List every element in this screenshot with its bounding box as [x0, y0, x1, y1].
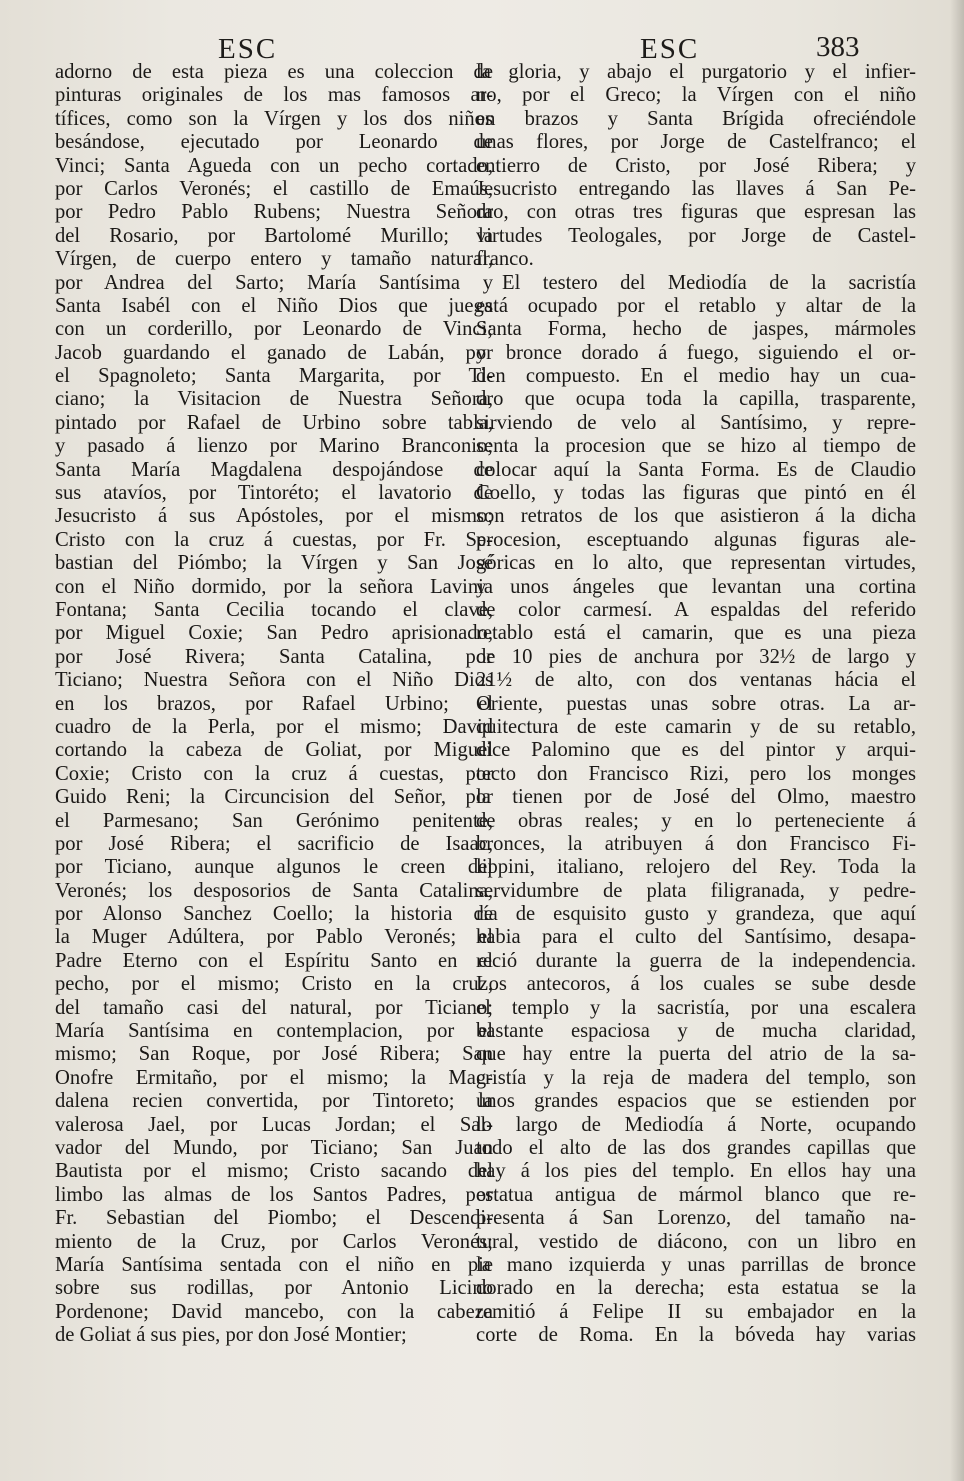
text-line: Vírgen, de cuerpo entero y tamaño natural,: [55, 248, 493, 271]
text-line: tural, vestido de diácono, con un libro en: [476, 1230, 916, 1253]
text-line: el templo y la sacristía, por una escalera: [476, 996, 916, 1019]
text-line: sirviendo de velo al Santísimo, y repre-: [476, 411, 916, 434]
text-line: den compuesto. En el medio hay un cua-: [476, 365, 916, 388]
text-line: no, por el Greco; la Vírgen con el niño: [476, 84, 916, 107]
text-line: con el Niño dormido, por la señora Lavinia: [55, 575, 493, 598]
text-line: Coxie; Cristo con la cruz á cuestas, por: [55, 762, 493, 785]
text-line: por Miguel Coxie; San Pedro aprisionado,: [55, 622, 493, 645]
text-line: quitectura de este camarin y de su retablo,: [476, 715, 916, 738]
text-line: limbo las almas de los Santos Padres, por: [55, 1183, 493, 1206]
text-line: Vinci; Santa Agueda con un pecho cortado,: [55, 154, 493, 177]
text-line: reció durante la guerra de la independencia.: [476, 949, 916, 972]
text-line: valerosa Jael, por Lucas Jordan; el Sal-: [55, 1113, 493, 1136]
text-line: habia para el culto del Santísimo, desapa-: [476, 926, 916, 949]
text-line: pintado por Rafael de Urbino sobre tabla,: [55, 411, 493, 434]
text-line: presenta á San Lorenzo, del tamaño na-: [476, 1207, 916, 1230]
text-line: por Andrea del Sarto; María Santísima y: [55, 271, 493, 294]
text-line: dalena recien convertida, por Tintoreto; la: [55, 1090, 493, 1113]
text-line: María Santísima en contemplacion, por el: [55, 1020, 493, 1043]
text-line: miento de la Cruz, por Carlos Veronés;: [55, 1230, 493, 1253]
text-line: dice Palomino que es del pintor y arqui-: [476, 739, 916, 762]
text-line: cristía y la reja de madera del templo, son: [476, 1066, 916, 1089]
text-line: con un corderillo, por Leonardo de Vinci;: [55, 318, 493, 341]
text-line: corte de Roma. En la bóveda hay varias: [476, 1324, 916, 1347]
text-line: bronces, la atribuyen á don Francisco Fi-: [476, 832, 916, 855]
text-line: Jesucristo á sus Apóstoles, por el mismo;: [55, 505, 493, 528]
text-line: por Alonso Sanchez Coello; la historia de: [55, 903, 493, 926]
text-line: 21½ de alto, con dos ventanas hácia el: [476, 669, 916, 692]
text-line: el Spagnoleto; Santa Margarita, por Ti-: [55, 365, 493, 388]
text-line: pecho, por el mismo; Cristo en la cruz,: [55, 973, 493, 996]
text-line: entierro de Cristo, por José Ribera; y: [476, 154, 916, 177]
text-line: dorado en la derecha; esta estatua se la: [476, 1277, 916, 1300]
text-line: bastante espaciosa y de mucha claridad,: [476, 1020, 916, 1043]
text-line: la Muger Adúltera, por Pablo Veronés; el: [55, 926, 493, 949]
text-line: de obras reales; y en lo perteneciente á: [476, 809, 916, 832]
text-line: Pordenone; David mancebo, con la cabeza: [55, 1300, 493, 1323]
text-line: y unos ángeles que levantan una cortina: [476, 575, 916, 598]
page-number: 383: [816, 31, 860, 63]
page-edge-shadow: [950, 0, 964, 1481]
text-line: adorno de esta pieza es una coleccion de: [55, 61, 493, 83]
running-head-left: ESC: [218, 33, 278, 65]
text-line: María Santísima sentada con el niño en pie: [55, 1253, 493, 1276]
text-line: pinturas originales de los mas famosos ar-: [55, 84, 493, 107]
text-line: la gloria, y abajo el purgatorio y el infier-: [476, 61, 916, 83]
text-line: en los brazos, por Rafael Urbino; el: [55, 692, 493, 715]
text-line: unos grandes espacios que se estienden por: [476, 1090, 916, 1113]
text-line: Cristo con la cruz á cuestas, por Fr. Se-: [55, 528, 493, 551]
text-line: todo el alto de las dos grandes capillas que: [476, 1136, 916, 1159]
text-line: Los antecoros, á los cuales se sube desde: [476, 973, 916, 996]
text-line: ciano; la Visitacion de Nuestra Señora,: [55, 388, 493, 411]
text-line: Veronés; los desposorios de Santa Catalina,: [55, 879, 493, 902]
text-line: besándose, ejecutado por Leonardo de: [55, 131, 493, 154]
text-line: Jesucristo entregando las llaves á San Pe-: [476, 177, 916, 200]
text-line: servidumbre de plata filigranada, y pedre-: [476, 879, 916, 902]
text-line: el Parmesano; San Gerónimo penitente,: [55, 809, 493, 832]
text-line: Bautista por el mismo; Cristo sacando del: [55, 1160, 493, 1183]
text-line: la mano izquierda y unas parrillas de bronce: [476, 1253, 916, 1276]
text-line: Ticiano; Nuestra Señora con el Niño Dios: [55, 669, 493, 692]
text-line: hay á los pies del templo. En ellos hay una: [476, 1160, 916, 1183]
text-line: que hay entre la puerta del atrio de la sa-: [476, 1043, 916, 1066]
text-line: lippini, italiano, relojero del Rey. Toda la: [476, 856, 916, 879]
text-line: lo largo de Mediodía á Norte, ocupando: [476, 1113, 916, 1136]
text-line: son retratos de los que asistieron á la dicha: [476, 505, 916, 528]
text-line: ría de esquisito gusto y grandeza, que aquí: [476, 903, 916, 926]
text-line: Fontana; Santa Cecilia tocando el clave,: [55, 598, 493, 621]
text-line: Jacob guardando el ganado de Labán, por: [55, 341, 493, 364]
text-line: dro que ocupa toda la capilla, trasparente,: [476, 388, 916, 411]
text-line: Santa María Magdalena despojándose de: [55, 458, 493, 481]
text-line: sobre sus rodillas, por Antonio Licino: [55, 1277, 493, 1300]
text-line: retablo está el camarin, que es una pieza: [476, 622, 916, 645]
text-line: Santa Isabél con el Niño Dios que juega: [55, 294, 493, 317]
text-line: del tamaño casi del natural, por Ticiano;: [55, 996, 493, 1019]
text-line: Coello, y todas las figuras que pintó en él: [476, 482, 916, 505]
text-line: de 10 pies de anchura por 32½ de largo y: [476, 645, 916, 668]
text-line: Oriente, puestas unas sobre otras. La ar-: [476, 692, 916, 715]
text-line: senta la procesion que se hizo al tiempo de: [476, 435, 916, 458]
text-line: Santa Forma, hecho de jaspes, mármoles: [476, 318, 916, 341]
text-line: y pasado á lienzo por Marino Branconio;: [55, 435, 493, 458]
text-line: de color carmesí. A espaldas del referido: [476, 598, 916, 621]
text-line: la tienen por de José del Olmo, maestro: [476, 786, 916, 809]
text-line: cortando la cabeza de Goliat, por Miguel: [55, 739, 493, 762]
text-line: góricas en lo alto, que representan virtudes,: [476, 552, 916, 575]
text-line: unas flores, por Jorge de Castelfranco; el: [476, 131, 916, 154]
text-line: franco.: [476, 248, 534, 271]
text-line: por José Rivera; Santa Catalina, por: [55, 645, 493, 668]
text-line: por Ticiano, aunque algunos le creen del: [55, 856, 493, 879]
text-line: en brazos y Santa Brígida ofreciéndole: [476, 107, 916, 130]
text-line: tecto don Francisco Rizi, pero los monges: [476, 762, 916, 785]
text-line: cuadro de la Perla, por el mismo; David: [55, 715, 493, 738]
text-line: bastian del Piómbo; la Vírgen y San José: [55, 552, 493, 575]
text-line: por Pedro Pablo Rubens; Nuestra Señora: [55, 201, 493, 224]
text-line: procesion, esceptuando algunas figuras ale-: [476, 528, 916, 551]
left-text-column: [55, 61, 493, 1347]
text-line: remitió á Felipe II su embajador en la: [476, 1300, 916, 1323]
text-line: mismo; San Roque, por José Ribera; San: [55, 1043, 493, 1066]
text-line: colocar aquí la Santa Forma. Es de Claudio: [476, 458, 916, 481]
text-line: por José Ribera; el sacrificio de Isaac,: [55, 832, 493, 855]
right-text-column: [476, 61, 916, 1347]
text-line: estatua antigua de mármol blanco que re-: [476, 1183, 916, 1206]
text-line: por Carlos Veronés; el castillo de Emaús,: [55, 177, 493, 200]
text-line: Fr. Sebastian del Piombo; el Descendi-: [55, 1207, 493, 1230]
text-line: Guido Reni; la Circuncision del Señor, por: [55, 786, 493, 809]
text-line: Onofre Ermitaño, por el mismo; la Mag-: [55, 1066, 493, 1089]
text-line: de Goliat á sus pies, por don José Montier;: [55, 1324, 407, 1347]
text-line: y bronce dorado á fuego, siguiendo el or-: [476, 341, 916, 364]
text-line: virtudes Teologales, por Jorge de Castel-: [476, 224, 916, 247]
running-head-right: ESC: [640, 33, 700, 65]
text-line: tífices, como son la Vírgen y los dos niños: [55, 107, 493, 130]
text-line: dro, con otras tres figuras que espresan las: [476, 201, 916, 224]
text-line: Padre Eterno con el Espíritu Santo en el: [55, 949, 493, 972]
text-line: del Rosario, por Bartolomé Murillo; la: [55, 224, 493, 247]
text-line: vador del Mundo, por Ticiano; San Juan: [55, 1136, 493, 1159]
text-line: El testero del Mediodía de la sacristía: [502, 271, 916, 294]
text-line: sus atavíos, por Tintoréto; el lavatorio de: [55, 482, 493, 505]
text-line: está ocupado por el retablo y altar de la: [476, 294, 916, 317]
